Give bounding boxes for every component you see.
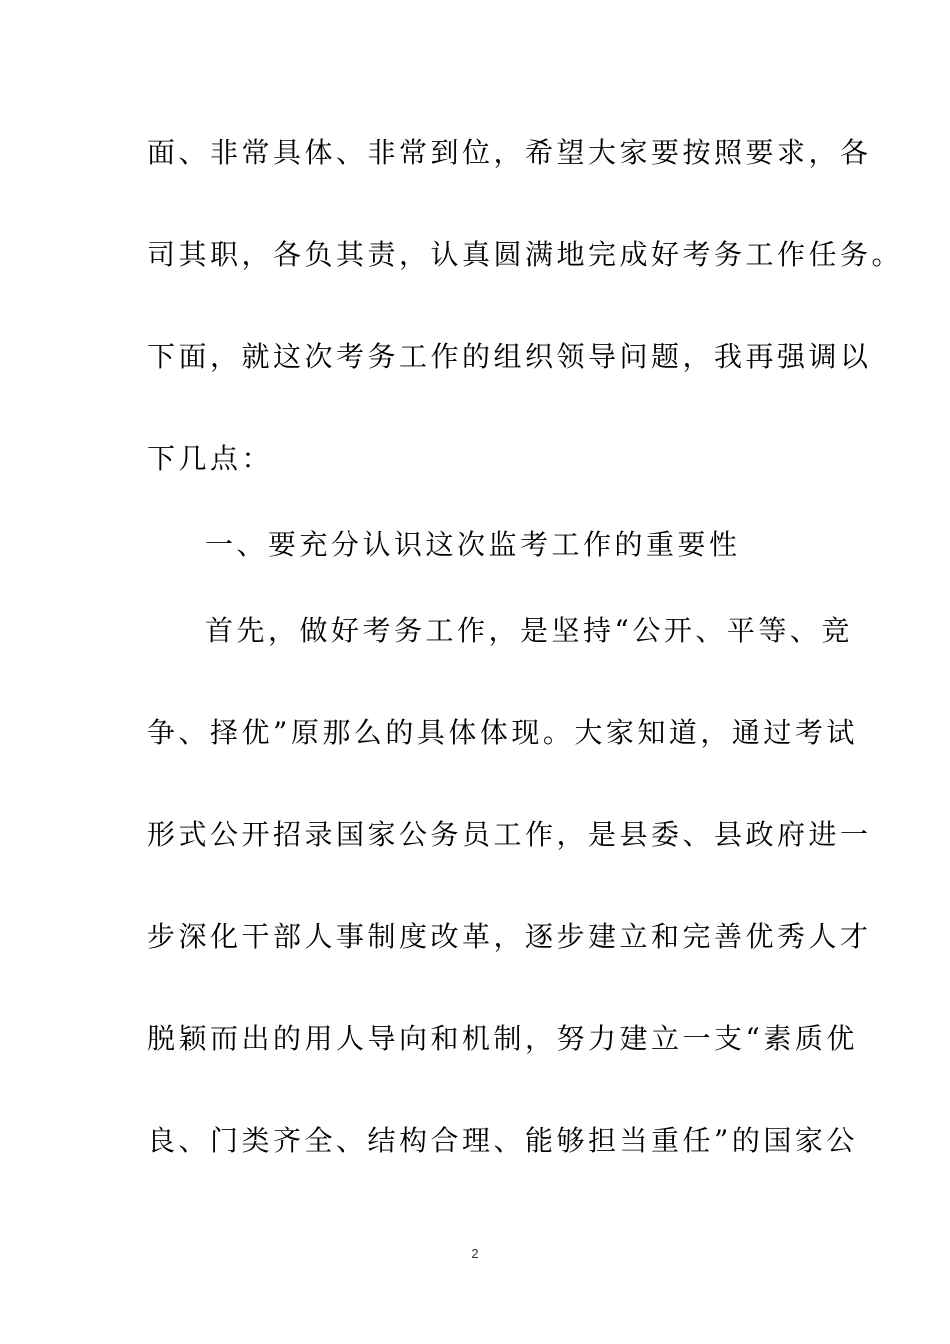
text-line: 司其职，各负其责，认真圆满地完成好考务工作任务。 [147, 238, 904, 271]
text-line: 脱颖而出的用人导向和机制，努力建立一支“素质优 [147, 1022, 858, 1055]
body-text [147, 128, 904, 1218]
text-line: 下面，就这次考务工作的组织领导问题，我再强调以 [147, 340, 872, 373]
text-line: 面、非常具体、非常到位，希望大家要按照要求，各 [147, 136, 872, 169]
text-line: 形式公开招录国家公务员工作，是县委、县政府进一 [147, 818, 872, 851]
page-number: 2 [471, 1246, 479, 1261]
text-line: 良、门类齐全、结构合理、能够担当重任”的国家公 [147, 1124, 858, 1157]
section-heading: 一、要充分认识这次监考工作的重要性 [205, 528, 741, 561]
text-line: 步深化干部人事制度改革，逐步建立和完善优秀人才 [147, 920, 872, 953]
text-line: 争、择优”原那么的具体体现。大家知道，通过考试 [147, 716, 858, 749]
paragraph-first-line: 首先，做好考务工作，是坚持“公开、平等、竞 [205, 614, 853, 647]
text-line: 下几点： [147, 442, 274, 475]
